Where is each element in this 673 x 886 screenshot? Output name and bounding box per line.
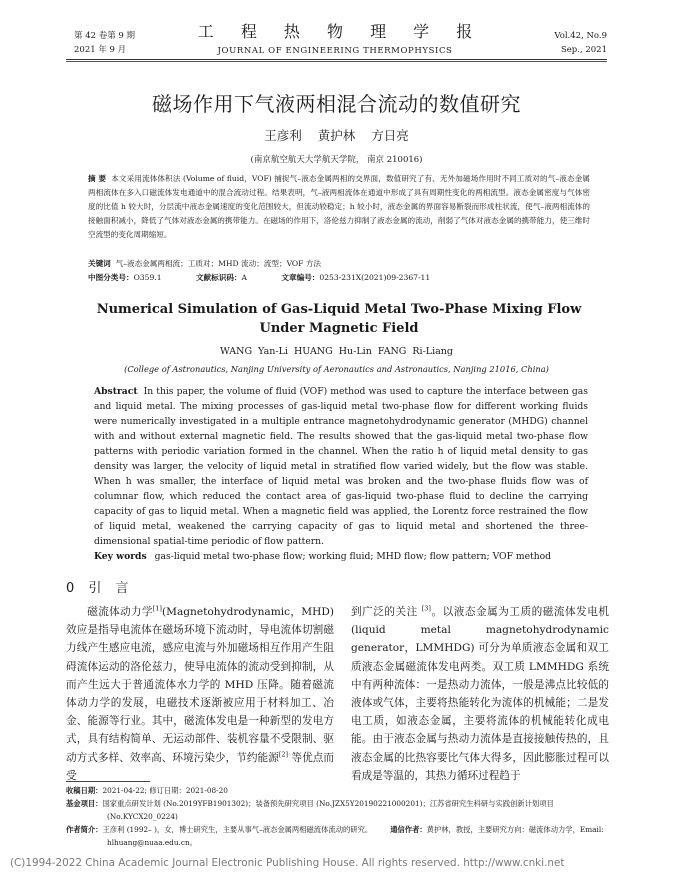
article-no-value: 0253-231X(2021)09-2367-11 xyxy=(319,273,431,282)
keywords-cn xyxy=(88,257,590,271)
copyright-notice: (C)1994-2022 China Academic Journal Electronic Publishing House. All rights reserved. http://www.cnki.net xyxy=(10,857,565,869)
date-en: Sep., 2021 xyxy=(560,45,607,55)
abstract-cn-label: 摘 要 xyxy=(88,174,107,183)
header-rule-thin xyxy=(66,61,607,62)
fund-value: 国家重点研发计划 (No.2019YFB1901302)；装备预先研究项目 (No.JZX5Y20190221000201)；江苏省研究生科研与实践创新计划项目 (No.KYCX20_0224) xyxy=(102,799,554,821)
body-left-text-2: (Magnetohydrodynamic，MHD) 效应是指导电流体在磁场环境下流动时，导电流体切割磁力线产生感应电流，感应电流与外加磁场相互作用产生阻碍流体运动的洛伦兹力，使导电流体的流动受到抑制，从而产生远大于普通流体水力学的 MHD 压降。随着磁流体动力学的发展，电磁技术逐渐被应用于材料加工、冶金、能源等行业。其中，磁流体发电是一种新型的发电方式，具有结构简单、无运动部件、装机容量不受限制、驱动方式多样、效率高、环境污染少，节约能源 xyxy=(66,606,335,764)
volume-cn: 第 42 卷第 9 期 xyxy=(74,31,136,41)
corr-label: 通信作者： xyxy=(390,825,427,834)
paper-title-en: Numerical Simulation of Gas-Liquid Metal Two-Phase Mixing Flow Under Magnetic Field xyxy=(96,302,582,336)
footnote-received xyxy=(66,784,614,797)
paper-title-cn: 磁场作用下气液两相混合流动的数值研究 xyxy=(152,92,521,116)
body-right-text-2: 。以液态金属为工质的磁流体发电机 (liquid metal magnetohydrodynamic generator，LMMHDG) 可分为单质液态金属和双工质液态金属磁流体发电两类。双工质 LMMHDG 系统中有两种流体：一是热动力流体，一般是沸点比较低的液体或气体，主要将热能转化为流体的机械能；二是发电工质，如液态金属，主要将流体的机械能转化成电能。由于液态金属与热动力流体是直接接触传热的，且液态金属的比热容要比气体大得多，因此膨胀过程可以看成是等温的，其热力循环过程趋于 xyxy=(351,606,610,782)
abstract-en-label: Abstract xyxy=(94,386,138,397)
footnotes xyxy=(66,784,614,849)
received-label: 收稿日期： xyxy=(66,786,103,795)
header-left xyxy=(74,29,135,57)
received-value: 2021-04-22; 修订日期：2021-08-20 xyxy=(102,786,228,795)
footnote-fund xyxy=(66,797,614,823)
affiliation-en: (College of Astronautics, Nanjing University of Aeronautics and Astronautics, Nanjing 21016, China) xyxy=(124,364,549,374)
keywords-cn-label: 关键词 xyxy=(88,259,111,268)
authors-en: WANG Yan-Li HUANG Hu-Lin FANG Ri-Liang xyxy=(219,346,453,357)
citation-ref[interactable]: [1] xyxy=(152,604,162,613)
header-rule xyxy=(66,59,607,60)
classification-row xyxy=(88,271,590,285)
journal-title-en: JOURNAL OF ENGINEERING THERMOPHYSICS xyxy=(217,46,453,56)
body-left-text-1: 磁流体动力学 xyxy=(87,606,153,618)
fund-label: 基金项目： xyxy=(66,799,103,808)
journal-title-cn: 工 程 热 物 理 学 报 xyxy=(197,22,484,41)
header-right xyxy=(554,29,607,57)
volume-en: Vol.42, No.9 xyxy=(554,31,607,41)
abstract-en-text: In this paper, the volume of fluid (VOF) method was used to capture the interface between gas and liquid metal. The mixing processes of gas-liquid metal two-phase flow for different working fluids were numerically investigated in a multiple entrance magnetohydrodynamic generator (MHDG) channel with and without external magnetic field. The results showed that the gas-liquid metal two-phase flow patterns with periodic variation formed in the channel. When the ratio h of liquid metal density to gas density was larger, the velocity of liquid metal in stratified flow varied widely, but the flow was stable. When h was smaller, the interface of liquid metal was broken and the two-phase fluids flow was of columnar flow, which reduced the contact area of gas-liquid two-phase fluid to decline the carrying capacity of gas to liquid metal. When a magnetic field was applied, the Lorentz force restrained the flow of liquid metal, weakened the carrying capacity of gas to liquid metal and shortened the three-dimensional spatial-time periodic of flow pattern. xyxy=(94,386,588,547)
abstract-en xyxy=(94,384,588,549)
doc-code-value: A xyxy=(241,273,247,282)
keywords-en-label: Key words xyxy=(94,551,147,562)
section-heading: 0 引 言 xyxy=(66,581,132,596)
keywords-en xyxy=(94,549,588,564)
abstract-cn-text: 本文采用流体体积法 (Volume of fluid，VOF) 捕捉气–液态金属两相的交界面，数值研究了有、无外加磁场作用时不同工质对的气–液态金属两相流体在多入口磁流体发电通道中的混合流动过程。结果表明，气–液两相流体在通道中形成了具有周期性变化的两相流型。液态金属密度与气体密度的比值 h 较大时，分层流中液态金属速度的变化范围较大，但流动较稳定；h 较小时，液态金属的界面容易断裂而形成柱状流，使气–液两相流体的接触面积减小，降低了气体对液态金属的携带能力。在磁场的作用下，洛伦兹力抑制了液态金属的流动，削弱了气体对液态金属的携带能力，使三维时空流型的变化周期缩短。 xyxy=(88,174,591,240)
footnote-rule xyxy=(66,781,150,782)
keywords-en-text: gas-liquid metal two-phase flow; working fluid; MHD flow; flow pattern; VOF method xyxy=(154,551,552,562)
date-cn: 2021 年 9 月 xyxy=(74,45,127,55)
abstract-cn xyxy=(88,172,590,242)
clc-label: 中图分类号： xyxy=(88,273,134,282)
body-column-left xyxy=(66,603,334,785)
corr-value: 黄护林，教授，主要研究方向：磁流体动力学，Email: hlhuang@nuaa.edu.cn。 xyxy=(107,825,604,847)
header-center xyxy=(170,22,500,58)
body-right-text-1: 到广泛的关注 xyxy=(351,606,418,618)
body-left-text-3: 等优点而受 xyxy=(66,751,335,782)
author-label: 作者简介： xyxy=(66,825,103,834)
doc-code-label: 文献标识码： xyxy=(195,273,242,282)
authors-cn: 王彦利 黄护林 方日亮 xyxy=(264,128,409,143)
author-value: 王彦利 (1992– )，女，博士研究生，主要从事气–液态金属两相磁流体流动的研究。 xyxy=(102,825,373,834)
affiliation-cn: (南京航空航天大学航天学院， 南京 210016) xyxy=(250,155,423,165)
citation-ref[interactable]: [2] xyxy=(278,750,289,759)
clc-value: O359.1 xyxy=(133,273,162,282)
keywords-cn-text: 气–液态金属两相流；工质对；MHD 流动；流型；VOF 方法 xyxy=(115,259,322,268)
citation-ref[interactable]: [3] xyxy=(421,604,431,613)
body-column-right xyxy=(351,603,609,785)
footnote-author xyxy=(66,823,614,849)
article-no-label: 文章编号： xyxy=(281,273,320,282)
